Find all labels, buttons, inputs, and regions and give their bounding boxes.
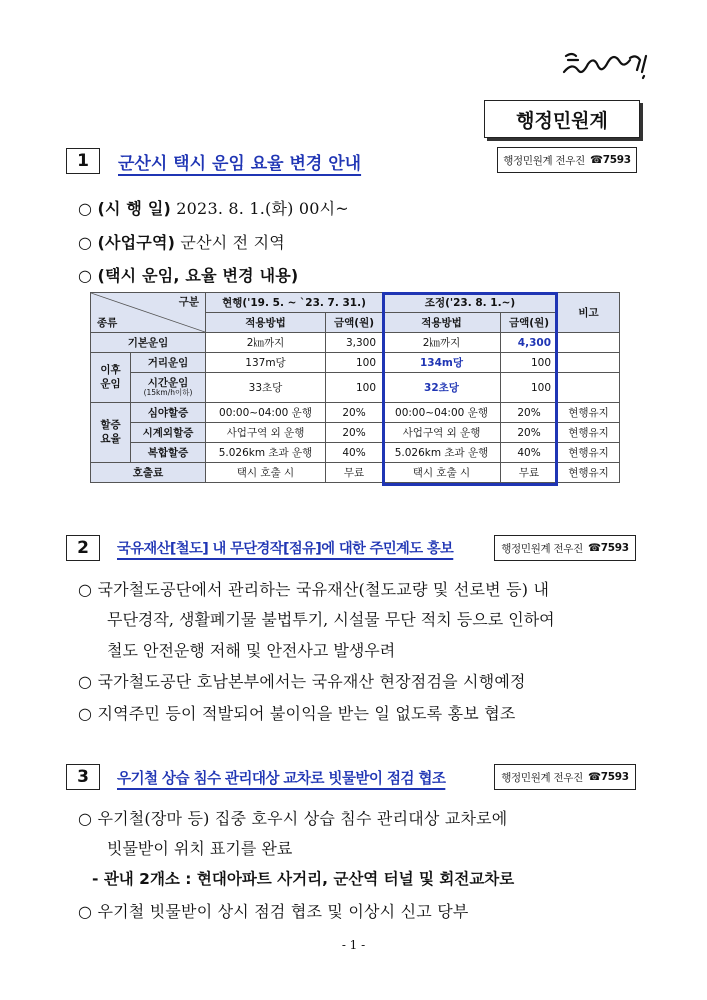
s1-bullet-date: ○ (시 행 일) 2023. 8. 1.(화) 00시~	[78, 199, 349, 218]
section-number-2: 2	[66, 535, 100, 561]
s2-bullet-1: ○ 국가철도공단에서 관리하는 국유재산(철도교량 및 선로변 등) 내	[78, 580, 550, 599]
table-row: 시계외할증 사업구역 외 운행 20% 사업구역 외 운행 20% 현행유지	[91, 423, 620, 443]
contact-box-3: 행정민원계 전우진 ☎7593	[494, 764, 636, 790]
s1-bullet-content: ○ (택시 운임, 요율 변경 내용)	[78, 266, 299, 285]
header-method: 적용방법	[206, 313, 326, 333]
contact-box-1: 행정민원계 전우진 ☎7593	[497, 147, 637, 173]
header-current: 현행('19. 5. ~ `23. 7. 31.)	[206, 293, 383, 313]
s3-bullet-1: ○ 우기철(장마 등) 집중 호우시 상습 침수 관리대상 교차로에	[78, 809, 508, 828]
table-row: 호출료 택시 호출 시 무료 택시 호출 시 무료 현행유지	[91, 463, 620, 483]
s3-bullet-1-line2: 빗물받이 위치 표기를 완료	[107, 839, 293, 858]
section-number-1: 1	[66, 148, 100, 174]
s2-bullet-1-line2: 무단경작, 생활폐기물 불법투기, 시설물 무단 적치 등으로 인하여	[107, 610, 555, 629]
header-amount: 금액(원)	[326, 313, 383, 333]
section-title-1: 군산시 택시 운임 요율 변경 안내	[118, 153, 362, 174]
section-title-3: 우기철 상습 침수 관리대상 교차로 빗물받이 점검 협조	[117, 769, 446, 787]
contact-box-2: 행정민원계 전우진 ☎7593	[494, 535, 636, 561]
header-note: 비고	[558, 293, 620, 333]
city-slogan-logo	[560, 48, 652, 82]
table-corner-header: 구분 종류	[91, 293, 206, 333]
header-adjusted: 조정('23. 8. 1.~)	[383, 293, 558, 313]
section-title-2: 국유재산[철도] 내 무단경작[점유]에 대한 주민계도 홍보	[117, 541, 454, 557]
s2-bullet-3: ○ 지역주민 등이 적발되어 불이익을 받는 일 없도록 홍보 협조	[78, 704, 516, 723]
fare-table	[90, 292, 620, 483]
table-row: 할증 요율 심야할증 00:00~04:00 운행 20% 00:00~04:00 운행 20% 현행유지	[91, 403, 620, 423]
page-number: - 1 -	[341, 938, 366, 952]
table-row: 시간운임 (15km/h이하) 33초당 100 32초당 100	[91, 373, 620, 403]
header-method: 적용방법	[383, 313, 501, 333]
header-amount: 금액(원)	[501, 313, 558, 333]
table-row: 기본운임 2㎞까지 3,300 2㎞까지 4,300	[91, 333, 620, 353]
s2-bullet-1-line3: 철도 안전운행 저해 및 안전사고 발생우려	[107, 641, 396, 660]
s3-sub-item: - 관내 2개소 : 현대아파트 사거리, 군산역 터널 및 회전교차로	[92, 870, 515, 888]
s2-bullet-2: ○ 국가철도공단 호남본부에서는 국유재산 현장점검을 시행예정	[78, 672, 526, 691]
section-number-3: 3	[66, 764, 100, 790]
table-row: 복합할증 5.026km 초과 운행 40% 5.026km 초과 운행 40% 현행유지	[91, 443, 620, 463]
s1-bullet-area: ○ (사업구역) 군산시 전 지역	[78, 233, 285, 252]
department-box: 행정민원계	[484, 100, 640, 138]
s3-bullet-2: ○ 우기철 빗물받이 상시 점검 협조 및 이상시 신고 당부	[78, 902, 469, 921]
table-row: 이후 운임 거리운임 137m당 100 134m당 100	[91, 353, 620, 373]
